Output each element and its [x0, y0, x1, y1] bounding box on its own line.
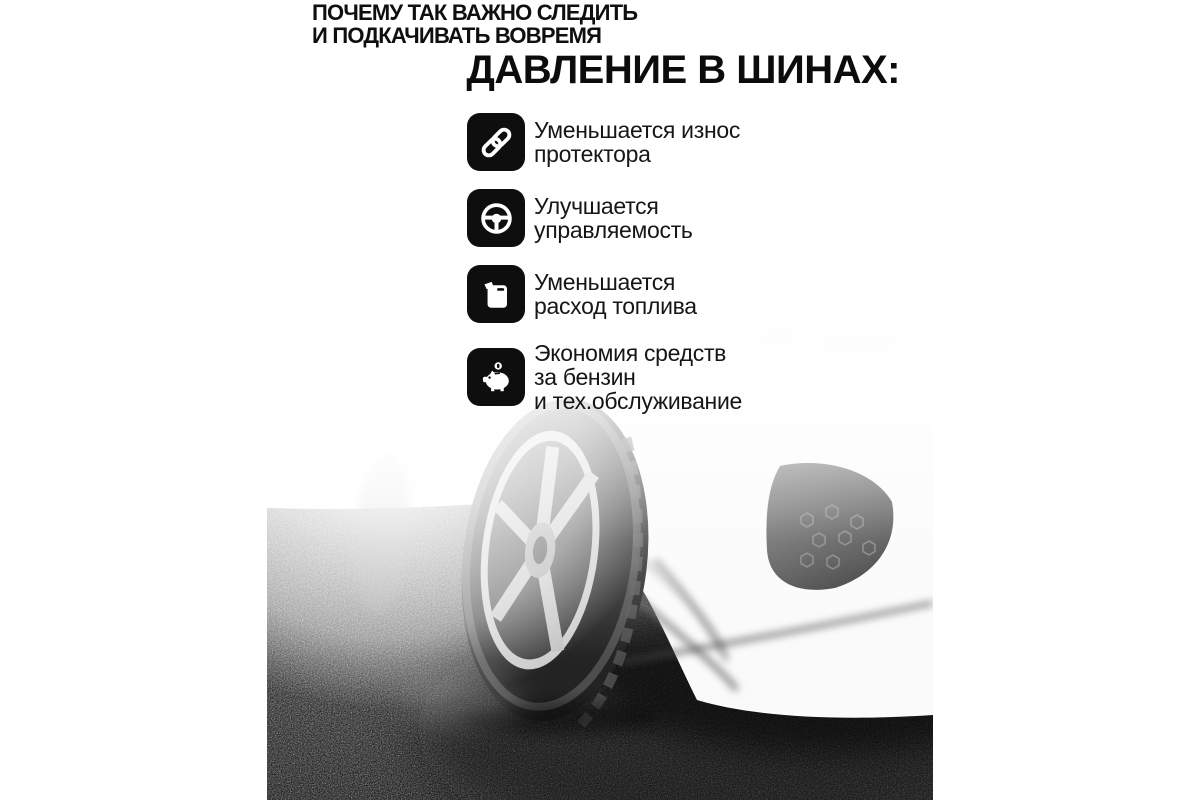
piggy-bank-icon: [467, 348, 525, 406]
benefit-line: Улучшается: [534, 193, 659, 219]
benefit-line: Экономия средств: [534, 340, 727, 366]
poster-artboard: [267, 0, 933, 800]
benefit-row-savings: [467, 341, 742, 413]
benefit-line: расход топлива: [534, 293, 697, 319]
benefit-text: [534, 118, 740, 166]
benefit-text: [534, 194, 693, 242]
benefit-line: Уменьшается износ: [534, 117, 741, 143]
benefit-row-fuel: [467, 265, 742, 323]
header-kicker-line2: И ПОДКАЧИВАТЬ ВОВРЕМЯ: [312, 23, 602, 48]
benefit-line: управляемость: [534, 217, 693, 243]
benefits-list: [467, 113, 742, 413]
benefit-row-handling: [467, 189, 742, 247]
page-title: ДАВЛЕНИЕ В ШИНАХ:: [466, 48, 900, 92]
benefit-row-tread-wear: [467, 113, 742, 171]
header-kicker-line1: ПОЧЕМУ ТАК ВАЖНО СЛЕДИТЬ: [312, 0, 638, 25]
benefit-line: протектора: [534, 141, 651, 167]
steering-wheel-icon: [467, 189, 525, 247]
benefit-line: за бензин: [534, 364, 636, 390]
benefit-text: [534, 341, 742, 413]
fuel-canister-icon: [467, 265, 525, 323]
poster-content: [267, 0, 933, 800]
benefit-line: и тех.обслуживание: [534, 388, 743, 414]
benefit-line: Уменьшается: [534, 269, 676, 295]
header: [312, 1, 933, 90]
benefit-text: [534, 270, 697, 318]
chain-link-icon: [467, 113, 525, 171]
